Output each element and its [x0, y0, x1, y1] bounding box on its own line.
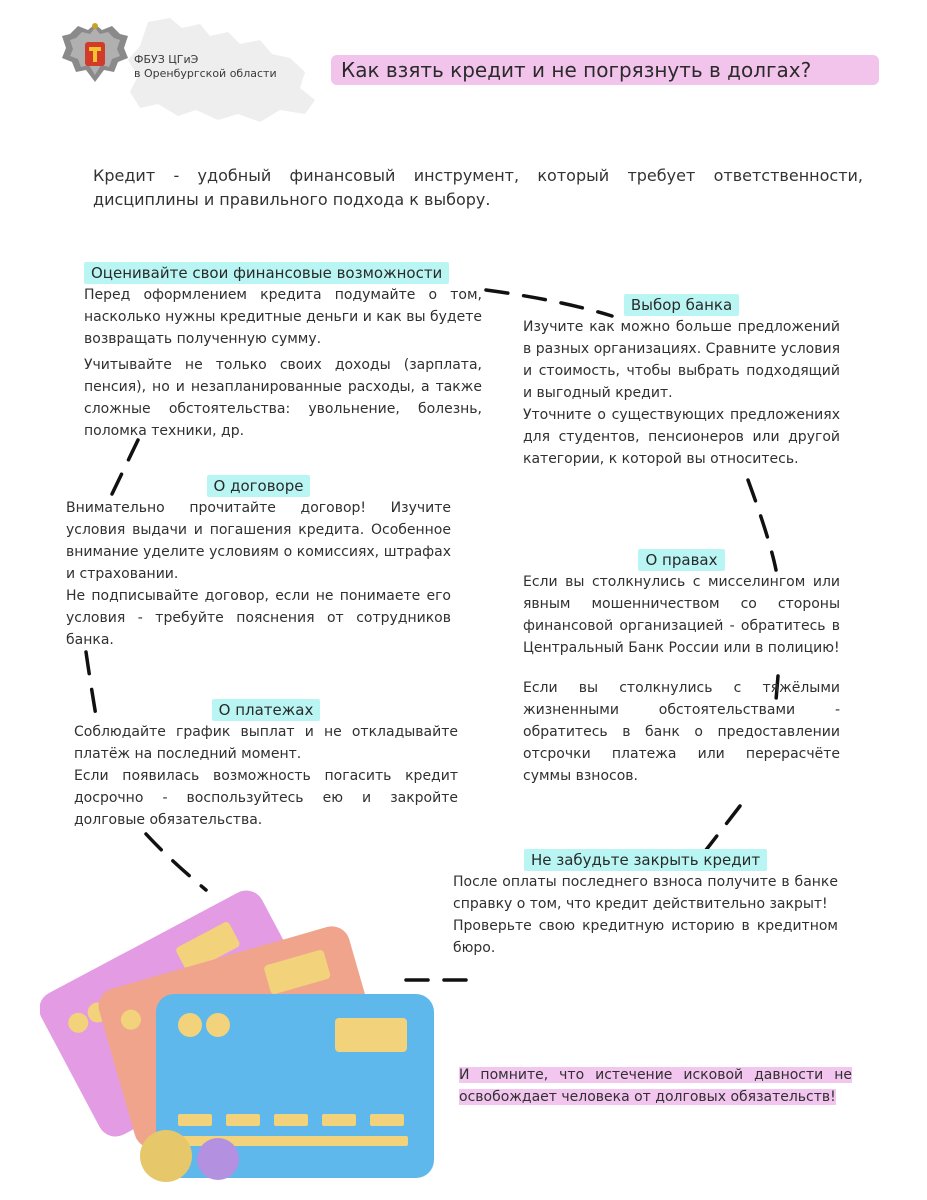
- org-name-line1: ФБУЗ ЦГиЭ: [134, 53, 199, 66]
- section-contract: [66, 475, 451, 651]
- section-close: [453, 849, 838, 959]
- section-contract-p1: Внимательно прочитайте договор! Изучите условия выдачи и погашения кредита. Особенное внимание уделите условиям о комиссиях, штрафах и страховании.: [66, 500, 451, 582]
- section-bank-p1: Изучите как можно больше предложений в разных организациях. Сравните условия и стоимость, чтобы выбрать подходящий и выгодный кредит.: [523, 319, 840, 401]
- section-assess-p1: Перед оформлением кредита подумайте о том, насколько нужны кредитные деньги и как вы будете возвращать полученную сумму.: [84, 287, 482, 347]
- section-bank-heading: Выбор банка: [624, 294, 739, 316]
- section-bank-p2: Уточните о существующих предложениях для студентов, пенсионеров или другой категории, к которой вы относитесь.: [523, 407, 840, 467]
- section-assess: [84, 262, 482, 442]
- section-payments-p1: Соблюдайте график выплат и не откладывайте платёж на последний момент.: [74, 724, 458, 762]
- section-bank: [523, 294, 840, 470]
- section-close-p1: После оплаты последнего взноса получите в банке справку о том, что кредит действительно закрыт!: [453, 874, 838, 912]
- section-rights-p1: Если вы столкнулись с мисселингом или явным мошенничеством со стороны финансовой организацией - обратитесь в Центральный Банк России или в полицию!: [523, 574, 840, 656]
- section-contract-heading: О договоре: [207, 475, 311, 497]
- section-rights-p2: Если вы столкнулись с тяжёлыми жизненными обстоятельствами - обратитесь в банк о предоставлении отсрочки платежа или перерасчёте суммы взносов.: [523, 680, 840, 784]
- org-name: [134, 53, 277, 81]
- section-payments: [74, 699, 458, 831]
- section-assess-heading: Оценивайте свои финансовые возможности: [84, 262, 449, 284]
- section-contract-p2: Не подписывайте договор, если не понимаете его условия - требуйте пояснения от сотрудников банка.: [66, 588, 451, 648]
- section-close-heading: Не забудьте закрыть кредит: [524, 849, 767, 871]
- emblem-icon: [58, 18, 132, 88]
- org-name-line2: в Оренбургской области: [134, 67, 277, 80]
- section-close-p2: Проверьте свою кредитную историю в кредитном бюро.: [453, 918, 838, 956]
- intro-text: Кредит - удобный финансовый инструмент, который требует ответственности, дисциплины и правильного подхода к выбору.: [93, 166, 863, 209]
- page-title: Как взять кредит и не погрязнуть в долгах?: [331, 55, 879, 85]
- section-payments-p2: Если появилась возможность погасить кредит досрочно - воспользуйтесь ею и закройте долговые обязательства.: [74, 768, 458, 828]
- section-payments-heading: О платежах: [212, 699, 321, 721]
- credit-cards-illustration: [40, 860, 450, 1190]
- section-rights: [523, 549, 840, 787]
- section-assess-p2: Учитывайте не только своих доходы (зарплата, пенсия), но и незапланированные расходы, а также сложные обстоятельства: увольнение, болезнь, поломка техники, др.: [84, 357, 482, 439]
- section-rights-heading: О правах: [638, 549, 724, 571]
- final-note: [459, 1064, 852, 1108]
- final-note-text: И помните, что истечение исковой давности не освобождает человека от долговых обязательств!: [459, 1067, 852, 1105]
